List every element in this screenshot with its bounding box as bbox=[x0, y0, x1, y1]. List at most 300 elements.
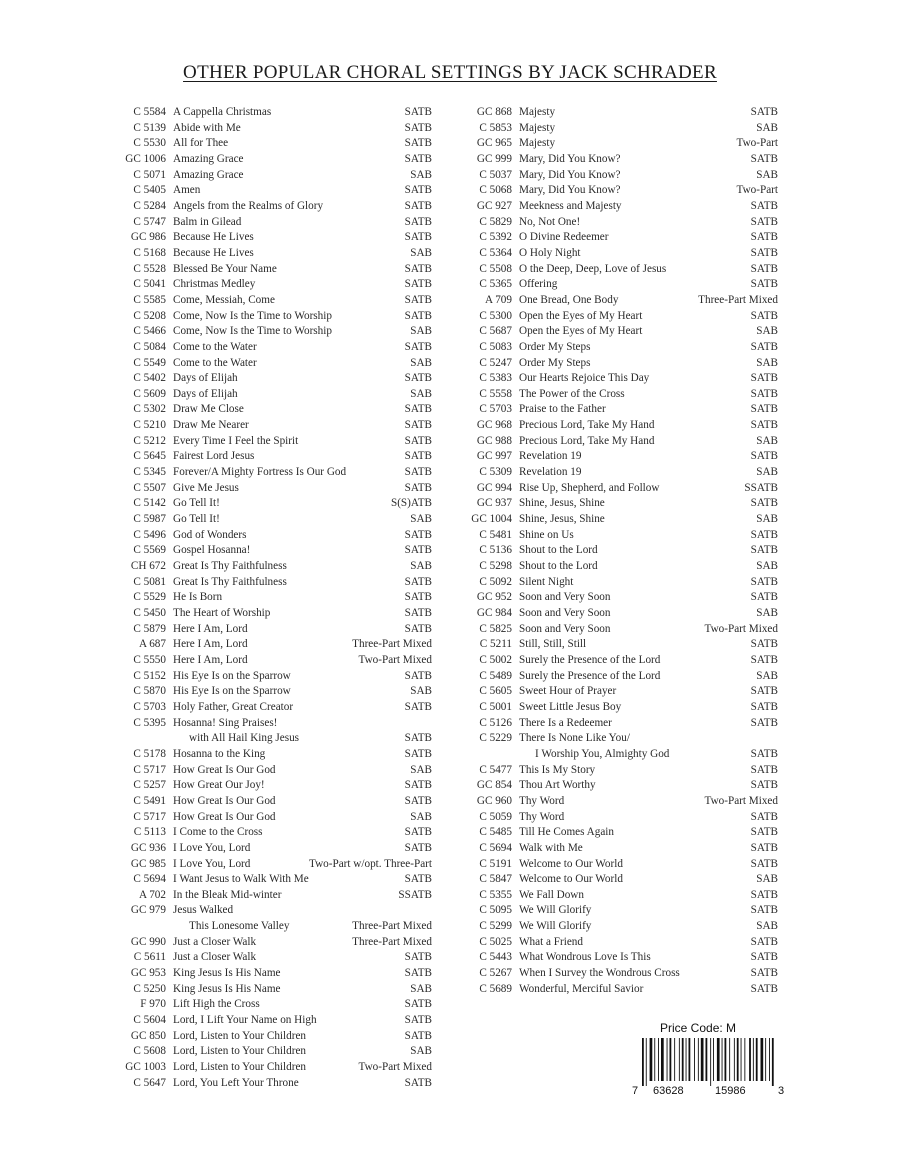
voicing: SSATB bbox=[398, 888, 432, 901]
catalog-code: C 5284 bbox=[133, 199, 166, 212]
song-title: Abide with Me bbox=[173, 121, 241, 134]
voicing: SATB bbox=[404, 575, 432, 588]
catalog-code: GC 965 bbox=[476, 137, 512, 150]
catalog-code: C 5717 bbox=[133, 763, 166, 776]
voicing: SAB bbox=[410, 356, 432, 369]
catalog-entry bbox=[458, 935, 780, 951]
voicing: SATB bbox=[404, 1029, 432, 1042]
voicing: SAB bbox=[410, 810, 432, 823]
catalog-code: C 5298 bbox=[479, 560, 512, 573]
voicing: SATB bbox=[404, 732, 432, 745]
catalog-entry bbox=[110, 465, 436, 481]
barcode-digits-left: 63628 bbox=[653, 1085, 684, 1097]
song-title: God of Wonders bbox=[173, 528, 247, 541]
voicing: SSATB bbox=[744, 481, 778, 494]
catalog-entry bbox=[110, 825, 436, 841]
voicing: SATB bbox=[750, 700, 778, 713]
catalog-code: C 5825 bbox=[479, 622, 512, 635]
catalog-code: C 5870 bbox=[133, 685, 166, 698]
catalog-entry bbox=[458, 810, 780, 826]
song-title: Just a Closer Walk bbox=[173, 951, 257, 964]
song-title: Go Tell It! bbox=[173, 497, 220, 510]
barcode-bar bbox=[741, 1038, 742, 1081]
catalog-entry bbox=[458, 669, 780, 685]
catalog-code: C 5507 bbox=[133, 481, 166, 494]
voicing: SAB bbox=[756, 669, 778, 682]
catalog-code: C 5136 bbox=[479, 544, 512, 557]
voicing: SATB bbox=[750, 982, 778, 995]
song-title: When I Survey the Wondrous Cross bbox=[519, 967, 680, 980]
voicing: SATB bbox=[404, 967, 432, 980]
song-title: There Is None Like You/ bbox=[519, 732, 630, 745]
catalog-entry bbox=[458, 559, 780, 575]
catalog-code: C 5847 bbox=[479, 873, 512, 886]
song-title: Hosanna to the King bbox=[173, 747, 266, 760]
voicing: SATB bbox=[750, 857, 778, 870]
catalog-entry bbox=[458, 575, 780, 591]
voicing: SATB bbox=[750, 528, 778, 541]
song-title: Thy Word bbox=[519, 794, 565, 807]
voicing: SATB bbox=[404, 747, 432, 760]
song-title: Majesty bbox=[519, 137, 556, 150]
catalog-entry bbox=[110, 982, 436, 998]
catalog-code: C 5405 bbox=[133, 184, 166, 197]
catalog-code: CH 672 bbox=[130, 560, 166, 573]
catalog-entry bbox=[458, 136, 780, 152]
catalog-entry bbox=[110, 778, 436, 794]
voicing: SATB bbox=[404, 622, 432, 635]
song-title: Amazing Grace bbox=[173, 168, 244, 181]
catalog-entry bbox=[458, 903, 780, 919]
barcode-bar bbox=[756, 1038, 758, 1081]
catalog-entry bbox=[110, 903, 436, 919]
song-title: All for Thee bbox=[173, 137, 229, 150]
catalog-code: GC 994 bbox=[476, 481, 512, 494]
catalog-entry bbox=[110, 919, 436, 935]
song-title: I Worship You, Almighty God bbox=[535, 747, 670, 760]
song-title: Blessed Be Your Name bbox=[173, 262, 277, 275]
catalog-entry bbox=[110, 152, 436, 168]
catalog-entry bbox=[110, 496, 436, 512]
voicing: SAB bbox=[756, 356, 778, 369]
song-title: Lord, Listen to Your Children bbox=[173, 1045, 307, 1058]
voicing: SATB bbox=[404, 199, 432, 212]
song-title: One Bread, One Body bbox=[519, 293, 619, 306]
catalog-code: C 5364 bbox=[479, 246, 512, 259]
catalog-code: C 5608 bbox=[133, 1045, 166, 1058]
voicing: SATB bbox=[750, 450, 778, 463]
song-title: Order My Steps bbox=[519, 356, 591, 369]
song-title: Holy Father, Great Creator bbox=[173, 700, 294, 713]
catalog-entry bbox=[110, 215, 436, 231]
catalog-entry bbox=[110, 168, 436, 184]
catalog-code: C 5402 bbox=[133, 372, 166, 385]
voicing: SATB bbox=[404, 419, 432, 432]
voicing: SATB bbox=[404, 998, 432, 1011]
catalog-entry bbox=[110, 1029, 436, 1045]
voicing: SATB bbox=[404, 434, 432, 447]
catalog-entry bbox=[458, 841, 780, 857]
catalog-code: C 5302 bbox=[133, 403, 166, 416]
catalog-code: C 5687 bbox=[479, 325, 512, 338]
voicing: Two-Part bbox=[736, 184, 778, 197]
voicing: SATB bbox=[404, 450, 432, 463]
song-title: Surely the Presence of the Lord bbox=[519, 653, 661, 666]
voicing: SATB bbox=[750, 826, 778, 839]
catalog-entry bbox=[458, 152, 780, 168]
catalog-code: C 5309 bbox=[479, 466, 512, 479]
voicing: SAB bbox=[410, 513, 432, 526]
song-title: Fairest Lord Jesus bbox=[173, 450, 255, 463]
barcode-bar bbox=[670, 1038, 672, 1081]
barcode-digits-right: 15986 bbox=[715, 1085, 746, 1097]
catalog-entry bbox=[458, 105, 780, 121]
voicing: Three-Part Mixed bbox=[352, 935, 432, 948]
voicing: SAB bbox=[756, 513, 778, 526]
song-title: King Jesus Is His Name bbox=[173, 967, 281, 980]
catalog-code: C 5211 bbox=[479, 638, 512, 651]
song-title: Angels from the Realms of Glory bbox=[173, 199, 324, 212]
catalog-entry bbox=[458, 449, 780, 465]
song-title: Welcome to Our World bbox=[519, 873, 623, 886]
catalog-code: C 5300 bbox=[479, 309, 512, 322]
song-title: Praise to the Father bbox=[519, 403, 606, 416]
voicing: SATB bbox=[404, 340, 432, 353]
catalog-code: C 5703 bbox=[479, 403, 512, 416]
voicing: SATB bbox=[750, 246, 778, 259]
song-title: His Eye Is on the Sparrow bbox=[173, 685, 291, 698]
catalog-entry bbox=[458, 293, 780, 309]
catalog-entry bbox=[110, 1060, 436, 1076]
song-title: Thou Art Worthy bbox=[519, 779, 596, 792]
catalog-entry bbox=[458, 324, 780, 340]
catalog-entry bbox=[110, 449, 436, 465]
catalog-code: C 5694 bbox=[479, 841, 512, 854]
catalog-code: C 5611 bbox=[133, 951, 166, 964]
barcode-bar bbox=[701, 1038, 704, 1081]
catalog-code: C 5481 bbox=[479, 528, 512, 541]
barcode-bars bbox=[632, 1038, 784, 1088]
barcode-bar bbox=[642, 1038, 644, 1086]
catalog-code: C 5113 bbox=[133, 826, 166, 839]
catalog-entry bbox=[110, 324, 436, 340]
barcode-bar bbox=[769, 1038, 770, 1081]
barcode-bar bbox=[650, 1038, 653, 1081]
song-title: Till He Comes Again bbox=[519, 826, 614, 839]
catalog-code: GC 854 bbox=[476, 779, 512, 792]
song-title: I Love You, Lord bbox=[173, 841, 251, 854]
catalog-entry bbox=[110, 434, 436, 450]
catalog-code: GC 927 bbox=[476, 199, 512, 212]
catalog-entry bbox=[110, 731, 436, 747]
song-title: Here I Am, Lord bbox=[173, 653, 248, 666]
upc-barcode bbox=[632, 1038, 784, 1100]
catalog-entry bbox=[110, 622, 436, 638]
catalog-entry bbox=[110, 277, 436, 293]
catalog-entry bbox=[110, 559, 436, 575]
catalog-code: C 5529 bbox=[133, 591, 166, 604]
catalog-code: C 5485 bbox=[479, 826, 512, 839]
voicing: SAB bbox=[410, 560, 432, 573]
voicing: SATB bbox=[750, 544, 778, 557]
catalog-code: C 5392 bbox=[479, 231, 512, 244]
catalog-entry bbox=[110, 857, 436, 873]
voicing: SAB bbox=[410, 1045, 432, 1058]
catalog-entry bbox=[458, 356, 780, 372]
voicing: SAB bbox=[410, 246, 432, 259]
voicing: SATB bbox=[750, 685, 778, 698]
catalog-entry bbox=[110, 246, 436, 262]
catalog-code: C 5257 bbox=[133, 779, 166, 792]
song-title: Gospel Hosanna! bbox=[173, 544, 251, 557]
song-title: Welcome to Our World bbox=[519, 857, 623, 870]
song-title: Draw Me Close bbox=[173, 403, 244, 416]
voicing: SATB bbox=[750, 262, 778, 275]
catalog-code: C 5645 bbox=[133, 450, 166, 463]
song-title: Shout to the Lord bbox=[519, 544, 598, 557]
catalog-code: C 5879 bbox=[133, 622, 166, 635]
catalog-code: C 5489 bbox=[479, 669, 512, 682]
catalog-entry bbox=[458, 731, 780, 747]
barcode-digit-system: 7 bbox=[632, 1085, 639, 1097]
song-title: Days of Elijah bbox=[173, 387, 238, 400]
catalog-entry bbox=[110, 340, 436, 356]
catalog-entry bbox=[458, 763, 780, 779]
catalog-code: C 5001 bbox=[479, 700, 512, 713]
catalog-entry bbox=[110, 575, 436, 591]
song-title: Go Tell It! bbox=[173, 513, 220, 526]
catalog-code: C 5689 bbox=[479, 982, 512, 995]
catalog-code: C 5703 bbox=[133, 700, 166, 713]
barcode-bar bbox=[698, 1038, 699, 1081]
catalog-entry bbox=[110, 199, 436, 215]
catalog-code: C 5694 bbox=[133, 873, 166, 886]
catalog-code: GC 979 bbox=[130, 904, 166, 917]
song-title: Thy Word bbox=[519, 810, 565, 823]
song-title: Sweet Hour of Prayer bbox=[519, 685, 617, 698]
song-title: O Divine Redeemer bbox=[519, 231, 609, 244]
right-catalog-column bbox=[458, 105, 780, 997]
voicing: SAB bbox=[410, 982, 432, 995]
voicing: Three-Part Mixed bbox=[352, 638, 432, 651]
voicing: Two-Part Mixed bbox=[704, 622, 778, 635]
catalog-entry bbox=[110, 1076, 436, 1092]
song-title: How Great Is Our God bbox=[173, 763, 276, 776]
catalog-entry bbox=[458, 246, 780, 262]
catalog-code: C 5059 bbox=[479, 810, 512, 823]
voicing: SAB bbox=[410, 325, 432, 338]
voicing: SATB bbox=[404, 293, 432, 306]
catalog-code: C 5383 bbox=[479, 372, 512, 385]
barcode-bar bbox=[661, 1038, 664, 1081]
barcode-bar bbox=[710, 1038, 711, 1086]
barcode-bar bbox=[679, 1038, 680, 1081]
catalog-entry bbox=[110, 136, 436, 152]
catalog-code: A 687 bbox=[138, 638, 166, 651]
catalog-code: C 5585 bbox=[133, 293, 166, 306]
voicing: SAB bbox=[756, 466, 778, 479]
catalog-entry bbox=[458, 794, 780, 810]
song-title: Amen bbox=[173, 184, 201, 197]
song-title: Balm in Gilead bbox=[173, 215, 242, 228]
catalog-code: C 5068 bbox=[479, 184, 512, 197]
catalog-code: GC 984 bbox=[476, 607, 512, 619]
voicing: SATB bbox=[404, 262, 432, 275]
barcode-bar bbox=[689, 1038, 691, 1081]
catalog-code: A 709 bbox=[484, 293, 512, 306]
song-title: In the Bleak Mid-winter bbox=[173, 888, 282, 901]
catalog-code: C 5229 bbox=[479, 732, 512, 745]
catalog-entry bbox=[458, 872, 780, 888]
barcode-bar bbox=[765, 1038, 766, 1081]
song-title: Precious Lord, Take My Hand bbox=[519, 434, 655, 447]
catalog-entry bbox=[458, 387, 780, 403]
song-title: Rise Up, Shepherd, and Follow bbox=[519, 481, 660, 494]
barcode-bar bbox=[674, 1038, 675, 1081]
voicing: Two-Part w/opt. Three-Part bbox=[309, 857, 432, 870]
song-title: No, Not One! bbox=[519, 215, 581, 228]
voicing: SAB bbox=[756, 560, 778, 573]
barcode-bar bbox=[658, 1038, 659, 1081]
catalog-code: C 5095 bbox=[479, 904, 512, 917]
voicing: SATB bbox=[750, 372, 778, 385]
barcode-bar bbox=[686, 1038, 687, 1081]
barcode-bar bbox=[717, 1038, 720, 1081]
catalog-code: GC 990 bbox=[130, 935, 166, 948]
voicing: SATB bbox=[750, 904, 778, 917]
song-title: Because He Lives bbox=[173, 231, 254, 244]
catalog-entry bbox=[458, 543, 780, 559]
barcode-bar bbox=[706, 1038, 708, 1081]
catalog-entry bbox=[458, 418, 780, 434]
voicing: SATB bbox=[404, 1076, 432, 1089]
barcode-bar bbox=[722, 1038, 723, 1081]
catalog-entry bbox=[458, 434, 780, 450]
catalog-entry bbox=[458, 121, 780, 137]
voicing: SATB bbox=[404, 669, 432, 682]
catalog-code: C 5747 bbox=[133, 215, 166, 228]
song-title: Revelation 19 bbox=[519, 466, 582, 479]
catalog-code: C 5139 bbox=[133, 121, 166, 134]
song-title: Every Time I Feel the Spirit bbox=[173, 434, 299, 447]
catalog-entry bbox=[110, 606, 436, 622]
voicing: SATB bbox=[750, 309, 778, 322]
catalog-code: C 5508 bbox=[479, 262, 512, 275]
catalog-code: GC 968 bbox=[476, 419, 512, 432]
song-title: Because He Lives bbox=[173, 246, 254, 259]
barcode-bar bbox=[682, 1038, 684, 1081]
catalog-code: GC 1006 bbox=[125, 152, 166, 165]
barcode-bar bbox=[713, 1038, 714, 1081]
song-title: O Holy Night bbox=[519, 246, 581, 259]
catalog-entry bbox=[458, 637, 780, 653]
voicing: Two-Part Mixed bbox=[358, 1061, 432, 1074]
voicing: SATB bbox=[750, 951, 778, 964]
song-title: Our Hearts Rejoice This Day bbox=[519, 372, 650, 385]
song-title: Offering bbox=[519, 278, 558, 291]
voicing: SATB bbox=[750, 810, 778, 823]
song-title: What Wondrous Love Is This bbox=[519, 951, 651, 964]
catalog-code: C 5550 bbox=[133, 653, 166, 666]
catalog-code: C 5853 bbox=[479, 121, 512, 134]
voicing: SATB bbox=[750, 591, 778, 604]
song-title: Shout to the Lord bbox=[519, 560, 598, 573]
song-title: Walk with Me bbox=[519, 841, 583, 854]
catalog-code: C 5037 bbox=[479, 168, 512, 181]
catalog-code: C 5569 bbox=[133, 544, 166, 557]
catalog-entry bbox=[458, 919, 780, 935]
catalog-entry bbox=[110, 747, 436, 763]
catalog-entry bbox=[458, 183, 780, 199]
song-title: We Will Glorify bbox=[519, 904, 592, 917]
catalog-code: C 5604 bbox=[133, 1014, 166, 1027]
song-title: There Is a Redeemer bbox=[519, 716, 612, 729]
catalog-code: C 5491 bbox=[133, 794, 166, 807]
voicing: SATB bbox=[750, 231, 778, 244]
catalog-entry bbox=[110, 716, 436, 732]
song-title: We Will Glorify bbox=[519, 920, 592, 933]
catalog-entry bbox=[458, 340, 780, 356]
voicing: SATB bbox=[750, 575, 778, 588]
catalog-code: C 5549 bbox=[133, 356, 166, 369]
song-title: Lord, Listen to Your Children bbox=[173, 1061, 307, 1074]
song-title: How Great Is Our God bbox=[173, 810, 276, 823]
barcode-bar bbox=[667, 1038, 668, 1081]
catalog-code: C 5299 bbox=[479, 920, 512, 933]
catalog-code: GC 997 bbox=[476, 450, 512, 463]
catalog-code: C 5466 bbox=[133, 325, 166, 338]
song-title: Great Is Thy Faithfulness bbox=[173, 560, 287, 573]
voicing: S(S)ATB bbox=[390, 497, 432, 510]
voicing: SATB bbox=[404, 951, 432, 964]
catalog-code: GC 1004 bbox=[471, 513, 512, 526]
voicing: SATB bbox=[750, 967, 778, 980]
catalog-entry bbox=[110, 183, 436, 199]
song-title: Great Is Thy Faithfulness bbox=[173, 575, 287, 588]
song-title: His Eye Is on the Sparrow bbox=[173, 669, 291, 682]
catalog-code: GC 868 bbox=[476, 106, 512, 118]
voicing: SATB bbox=[404, 309, 432, 322]
catalog-code: GC 953 bbox=[130, 967, 166, 980]
song-title: Mary, Did You Know? bbox=[519, 184, 621, 197]
barcode-bar bbox=[744, 1038, 745, 1081]
catalog-entry bbox=[110, 543, 436, 559]
voicing: SAB bbox=[410, 763, 432, 776]
voicing: SAB bbox=[410, 685, 432, 698]
price-code: Price Code: M bbox=[660, 1021, 737, 1035]
catalog-entry bbox=[110, 966, 436, 982]
voicing: SATB bbox=[404, 826, 432, 839]
catalog-code: C 5987 bbox=[133, 513, 166, 526]
voicing: SATB bbox=[750, 888, 778, 901]
catalog-code: GC 850 bbox=[130, 1029, 166, 1042]
song-title: Come, Now Is the Time to Worship bbox=[173, 309, 332, 322]
song-title: The Heart of Worship bbox=[173, 607, 271, 619]
catalog-code: F 970 bbox=[140, 998, 166, 1011]
voicing: SATB bbox=[404, 231, 432, 244]
catalog-entry bbox=[458, 950, 780, 966]
catalog-code: C 5152 bbox=[133, 669, 166, 682]
song-title: Shine, Jesus, Shine bbox=[519, 497, 605, 510]
catalog-code: C 5083 bbox=[479, 340, 512, 353]
catalog-code: C 5092 bbox=[479, 575, 512, 588]
song-title: Give Me Jesus bbox=[173, 481, 239, 494]
catalog-entry bbox=[110, 356, 436, 372]
catalog-code: C 5496 bbox=[133, 528, 166, 541]
voicing: SATB bbox=[404, 403, 432, 416]
song-title: with All Hail King Jesus bbox=[189, 732, 300, 745]
voicing: SATB bbox=[404, 1014, 432, 1027]
